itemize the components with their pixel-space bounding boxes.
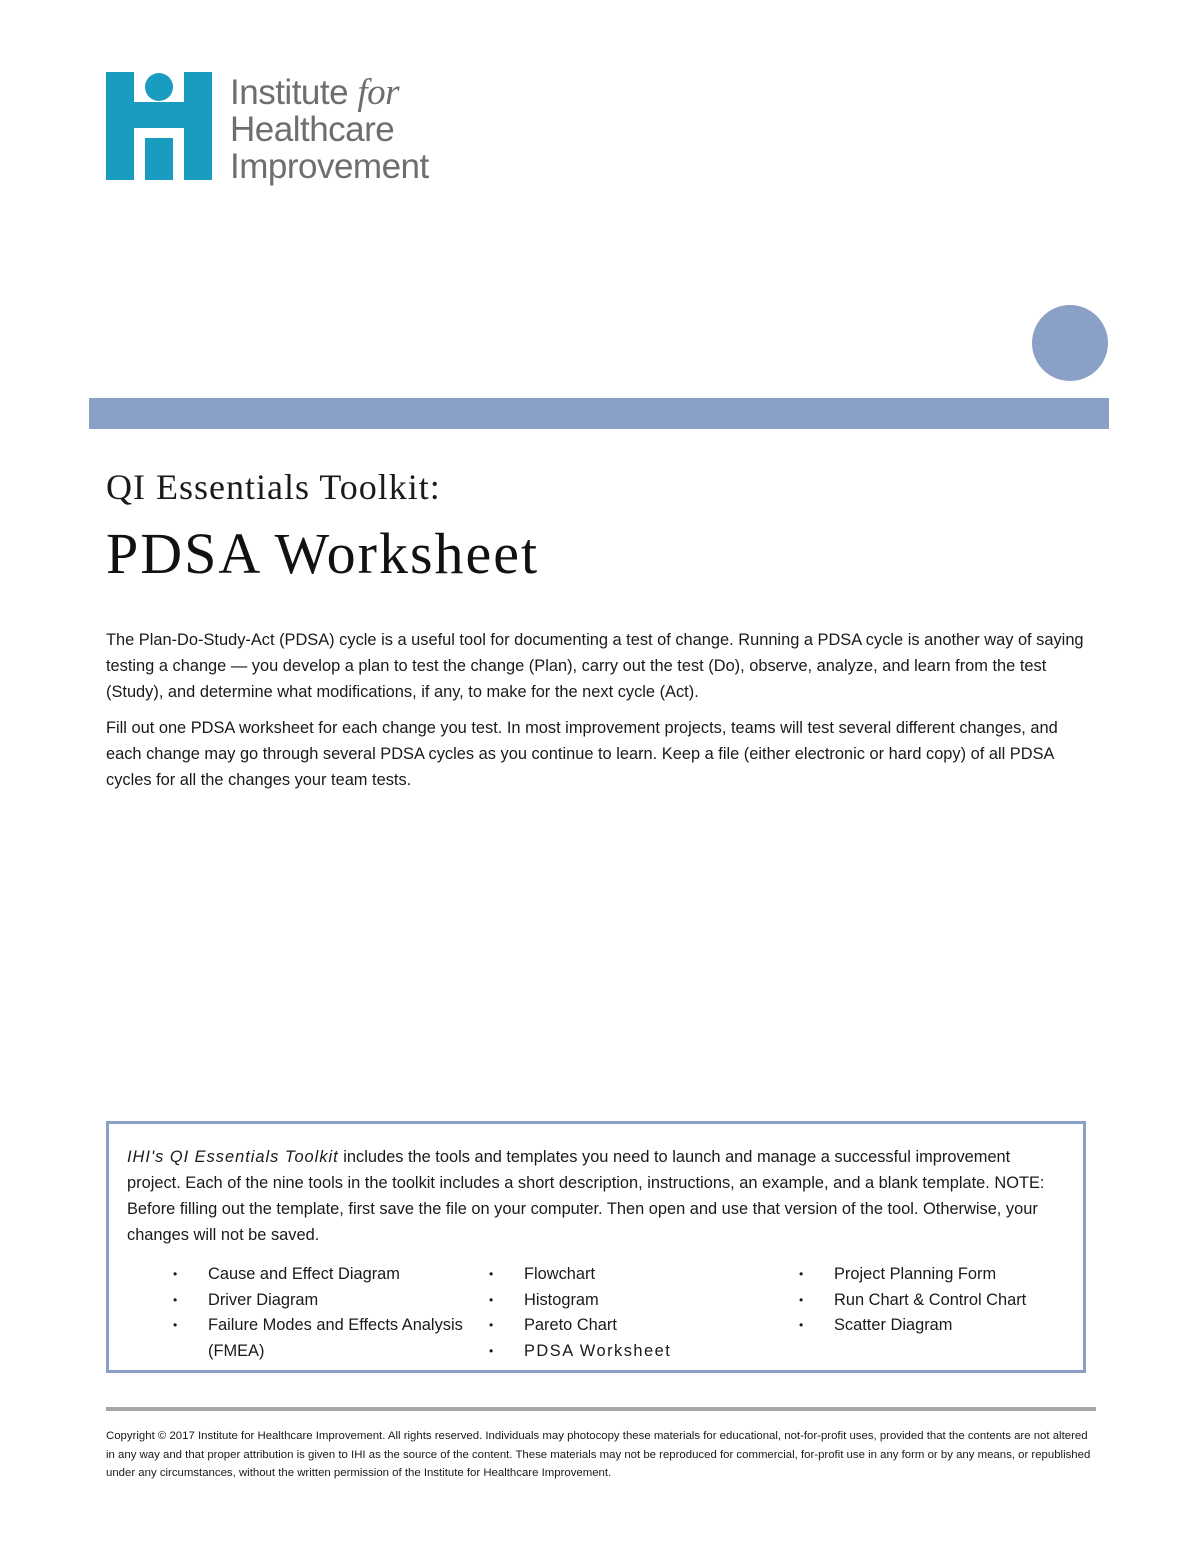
bullet-icon: • (173, 1318, 178, 1332)
list-item: • Driver Diagram (208, 1288, 488, 1314)
bullet-icon: • (173, 1292, 178, 1307)
bullet-icon: • (799, 1318, 804, 1332)
ihi-logo (106, 72, 466, 184)
intro-section (106, 627, 1096, 803)
logo-line1-italic: for (357, 72, 399, 113)
list-item: • Histogram (524, 1288, 764, 1314)
logo-line1: Institute (230, 73, 349, 112)
copyright-notice: Copyright © 2017 Institute for Healthcare Improvement. All rights reserved. Individuals may photocopy these materials for educational, not-for-profit uses, provided that the contents are not altered in any way and that proper attribution is given to IHI as the source of the content. These materials may not be reproduced for commercial, for-profit use in any form or by any means, or republished under any circumstances, without the written permission of the Institute for Healthcare Improvement. (106, 1430, 1091, 1479)
intro-paragraph-1: The Plan-Do-Study-Act (PDSA) cycle is a useful tool for documenting a test of change. Running a PDSA cycle is another way of saying testing a change — you develop a plan to test the change (Plan), carry out the test (Do), observe, analyze, and learn from the test (Study), and determine what modifications, if any, to make for the next cycle (Act). (106, 631, 1084, 701)
page-title: PDSA Worksheet (106, 521, 540, 586)
toolkit-description (127, 1144, 1065, 1248)
bullet-icon: • (489, 1343, 494, 1358)
footer-divider (106, 1407, 1096, 1411)
list-item: • Project Planning Form (834, 1262, 1094, 1288)
bullet-icon: • (489, 1318, 494, 1332)
intro-paragraph-2: Fill out one PDSA worksheet for each change you test. In most improvement projects, teams will test several different changes, and each change may go through several PDSA cycles as you continue to learn. Keep a file (either electronic or hard copy) of all PDSA cycles for all the changes your team tests. (106, 719, 1058, 789)
bullet-icon: • (489, 1292, 494, 1307)
list-item: • Cause and Effect Diagram (208, 1262, 488, 1288)
bullet-icon: • (489, 1267, 494, 1281)
bullet-icon: • (173, 1267, 178, 1281)
list-item: • Flowchart (524, 1262, 764, 1288)
toolkit-description-text: includes the tools and templates you need to launch and manage a successful improvement project. Each of the nine tools in the toolkit includes a short description, instructions, an example, and a blank template. NOTE: Before filling out the template, first save the file on your computer. Then open and use that version of the tool. Otherwise, your changes will not be saved. (127, 1148, 1045, 1244)
header-band (89, 398, 1109, 429)
ihi-logo-mark-icon (106, 72, 212, 180)
logo-line2: Healthcare (230, 110, 395, 149)
toolkit-box (106, 1121, 1086, 1373)
tool-list-column-2 (489, 1262, 764, 1364)
logo-line3: Improvement (230, 147, 429, 186)
page-subtitle: QI Essentials Toolkit: (106, 467, 441, 507)
bullet-icon: • (799, 1292, 804, 1307)
list-item: • PDSA Worksheet (524, 1339, 764, 1365)
bullet-icon: • (799, 1267, 804, 1281)
tool-list-column-1 (173, 1262, 488, 1364)
ihi-logo-wordmark (230, 74, 429, 185)
list-item: • Pareto Chart (524, 1313, 764, 1339)
list-item: • Failure Modes and Effects Analysis (FMEA) (208, 1313, 488, 1364)
decorative-circle (1032, 305, 1108, 381)
toolkit-name: IHI's QI Essentials Toolkit (127, 1148, 339, 1166)
list-item: • Scatter Diagram (834, 1313, 1094, 1339)
tool-list-column-3 (799, 1262, 1094, 1339)
list-item: • Run Chart & Control Chart (834, 1288, 1094, 1314)
